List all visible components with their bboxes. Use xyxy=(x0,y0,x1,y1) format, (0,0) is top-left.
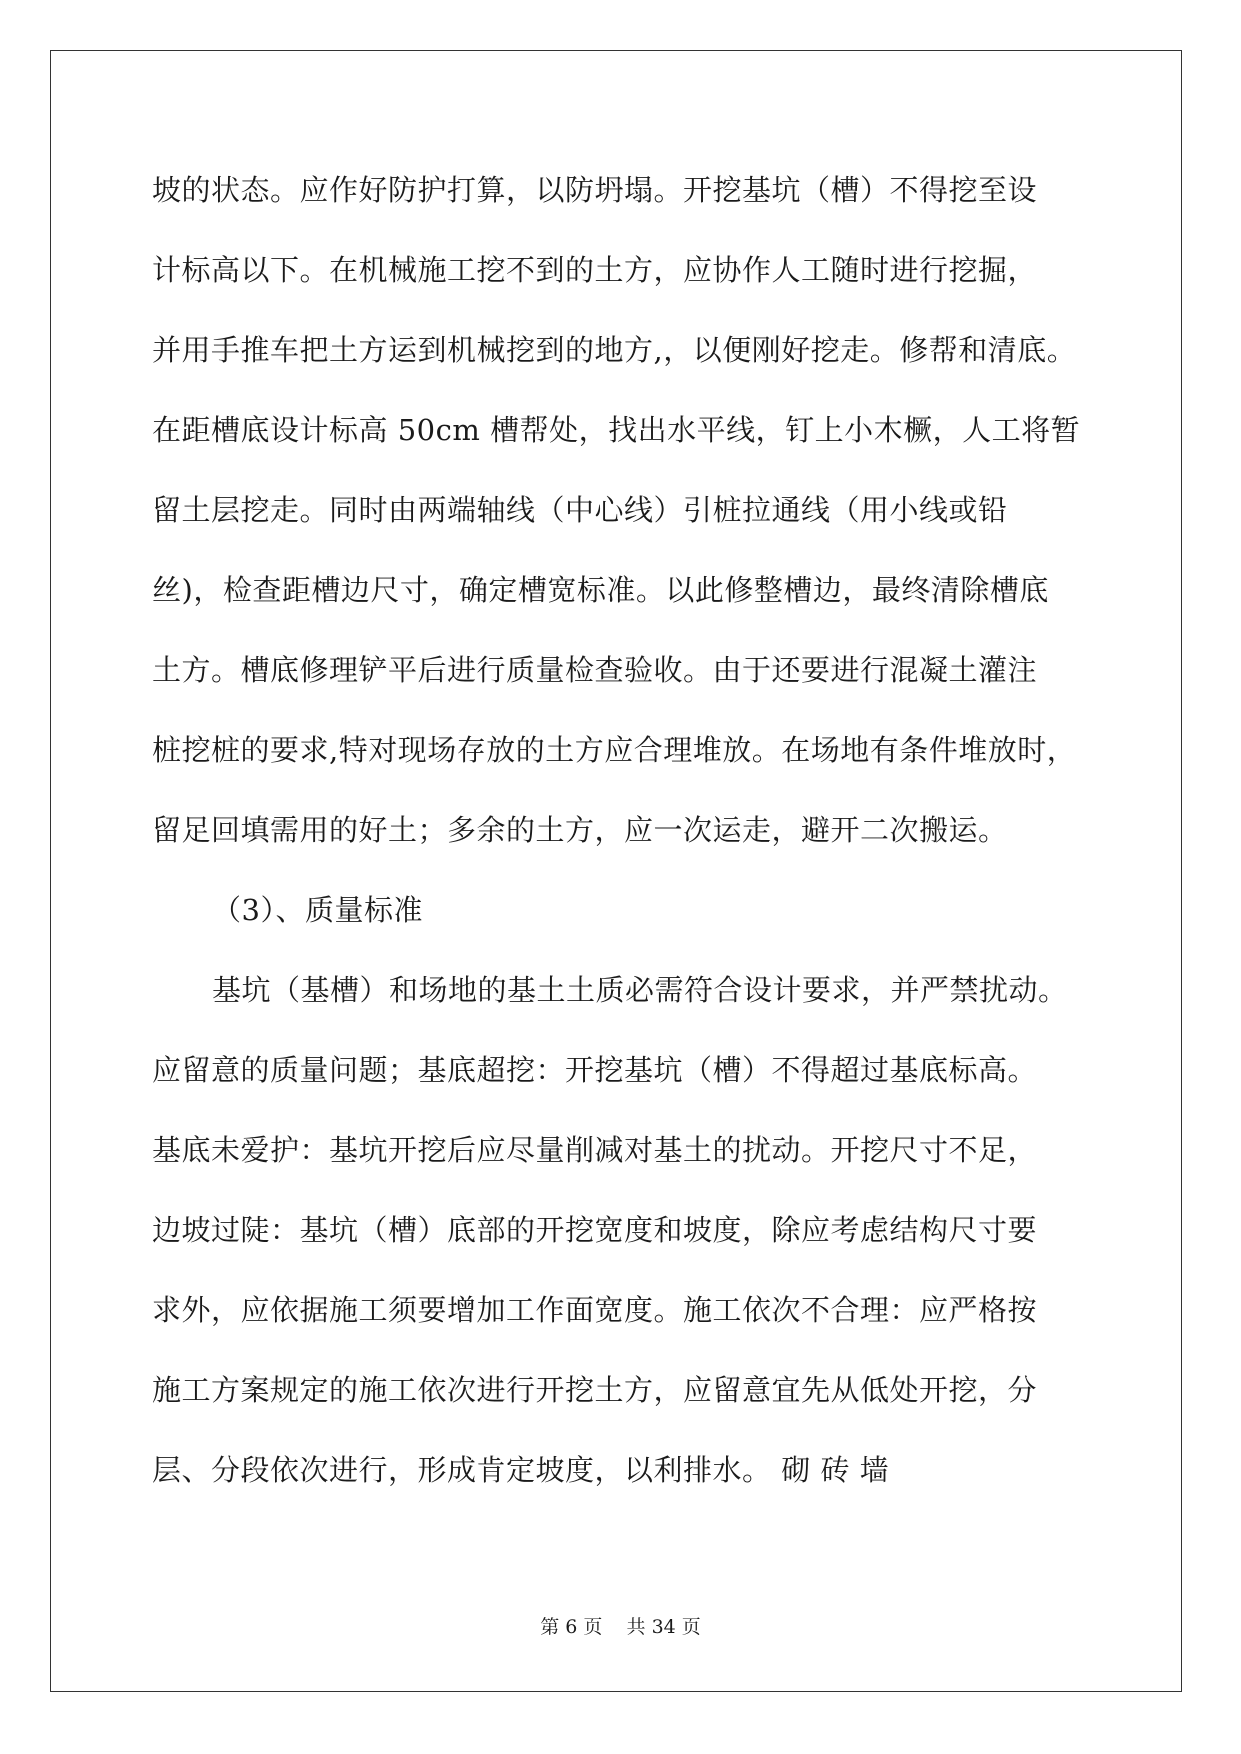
text-line: 坡的状态。应作好防护打算，以防坍塌。开挖基坑（槽）不得挖至设 xyxy=(152,173,1038,207)
text-line: 留土层挖走。同时由两端轴线（中心线）引桩拉通线（用小线或铅 xyxy=(152,493,1008,527)
text-line: 在距槽底设计标高 50cm 槽帮处，找出水平线，钉上小木橛，人工将暂 xyxy=(152,413,1081,447)
text-line: 计标高以下。在机械施工挖不到的土方，应协作人工随时进行挖掘， xyxy=(152,253,1038,287)
text-line: 土方。槽底修理铲平后进行质量检查验收。由于还要进行混凝土灌注 xyxy=(152,653,1038,687)
text-line: 施工方案规定的施工依次进行开挖土方，应留意宜先从低处开挖，分 xyxy=(152,1373,1038,1407)
section-heading: （3）、质量标准 xyxy=(212,893,423,927)
text-line: 并用手推车把土方运到机械挖到的地方,，以便刚好挖走。修帮和清底。 xyxy=(152,333,1077,367)
page-border xyxy=(50,50,1182,1692)
text-line: 桩挖桩的要求,特对现场存放的土方应合理堆放。在场地有条件堆放时， xyxy=(152,733,1077,767)
text-line: 边坡过陡：基坑（槽）底部的开挖宽度和坡度，除应考虑结构尺寸要 xyxy=(152,1213,1038,1247)
page-number: 第 6 页 共 34 页 xyxy=(540,1616,701,1638)
text-line: 留足回填需用的好土；多余的土方，应一次运走，避开二次搬运。 xyxy=(152,813,1008,847)
text-line: 应留意的质量问题；基底超挖：开挖基坑（槽）不得超过基底标高。 xyxy=(152,1053,1038,1087)
text-line: 求外，应依据施工须要增加工作面宽度。施工依次不合理：应严格按 xyxy=(152,1293,1038,1327)
text-line: 丝)，检查距槽边尺寸，确定槽宽标准。以此修整槽边，最终清除槽底 xyxy=(152,573,1049,607)
text-line: 层、分段依次进行，形成肯定坡度，以利排水。 砌 砖 墙 xyxy=(152,1453,890,1487)
text-line: 基坑（基槽）和场地的基土土质必需符合设计要求，并严禁扰动。 xyxy=(212,973,1068,1007)
text-line: 基底未爱护：基坑开挖后应尽量削减对基土的扰动。开挖尺寸不足， xyxy=(152,1133,1038,1167)
